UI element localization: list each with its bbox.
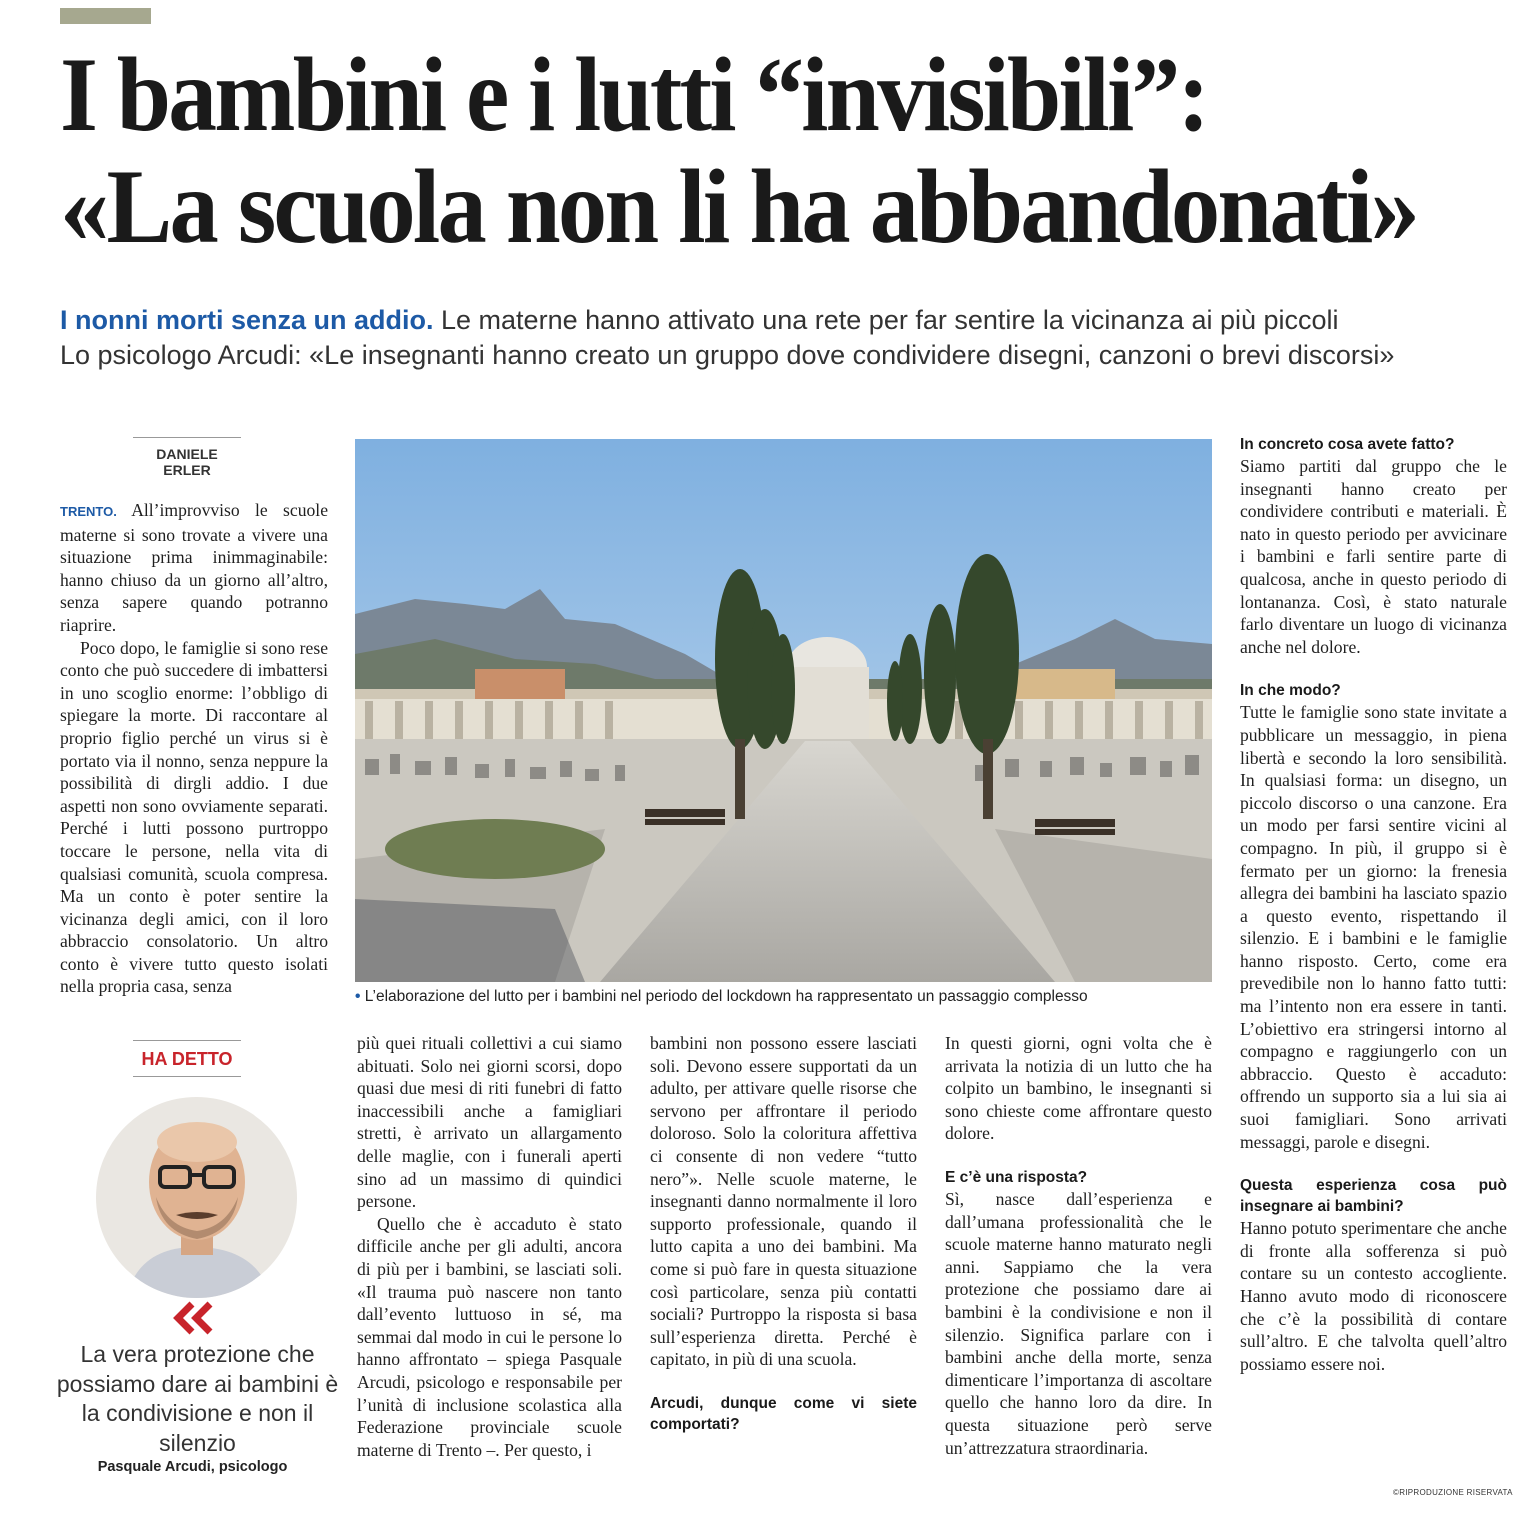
spacer [1240, 1153, 1507, 1175]
interview-question: Arcudi, dunque come vi siete comportati? [650, 1394, 917, 1433]
paragraph: Poco dopo, le famiglie si sono rese conto che può succedere di imbattersi in uno scoglio enorme: l’obbligo di spiegare la morte. Di raccontare al proprio figlio perché un virus si è portato via il nonno, senza neppure la possibilità di dirgli addio. I due aspetti non sono ovviamente separati. Perché i lutti possono purtroppo toccare le persone, nella vita di qualsiasi comunità, scuola compresa. Ma un conto è poter sentire la vicinanza degli amici, con il loro abbraccio consolatorio. Un altro conto è vivere tutto questo isolati nella propria casa, senza [60, 637, 328, 997]
headline-line-1: I bambini e i lutti “invisibili”: [60, 36, 1208, 153]
cemetery-photo-illustration [355, 439, 1212, 982]
article-column-1 [60, 499, 328, 998]
portrait-illustration [96, 1097, 297, 1298]
paragraph [60, 499, 328, 637]
paragraph: Siamo partiti dal gruppo che le insegnanti hanno creato per condividere contributi e materiali. È nato in questo periodo per avvicinare i bambini e farli sentire parte di qualcosa, anche in questo periodo di lontananza. Così, è stato naturale farlo diventare un luogo di vicinanza anche nel dolore. [1240, 456, 1507, 657]
dateline: TRENTO. [60, 504, 117, 519]
spacer [945, 1145, 1212, 1167]
sidebar-label: HA DETTO [141, 1049, 233, 1069]
paragraph: Hanno potuto sperimentare che anche di fronte alla sofferenza si può contare su un contesto accogliente. Hanno avuto modo di riconoscere che c’è la possibilità di contare sull’altro. E che talvolta quell’altro possiamo essere noi. [1240, 1218, 1507, 1374]
spacer [650, 1371, 917, 1393]
cemetery-photo [355, 439, 1212, 982]
spacer [1240, 658, 1507, 680]
deck-line-1-rest: Le materne hanno attivato una rete per far sentire la vicinanza ai più piccoli [433, 305, 1339, 335]
interview-question: In che modo? [1240, 682, 1341, 700]
article-column-3 [650, 1032, 917, 1435]
divider [133, 1076, 241, 1077]
headline-line-2: «La scuola non li ha abbandonati» [60, 148, 1418, 265]
interview-question: Questa esperienza cosa può insegnare ai bambini? [1240, 1177, 1507, 1216]
article-column-5 [1240, 434, 1507, 1375]
paragraph: Sì, nasce dall’esperienza e dall’umana professionalità che le scuole materne hanno maturato negli anni. Sappiamo che la vera protezione che possiamo dare ai bambini è la condivisione e non il silenzio. Significa parlare con i bambini anche della morte, senza dimenticare l’importanza di ascoltare quello che hanno loro da dire. In questa situazione però serve un’attrezzatura straordinaria. [945, 1188, 1212, 1458]
interview-question: E c’è una risposta? [945, 1168, 1088, 1186]
deck-line-2: Lo psicologo Arcudi: «Le insegnanti hanno creato un gruppo dove condividere disegni, canzoni o brevi discorsi» [60, 340, 1395, 370]
paragraph: In questi giorni, ogni volta che è arrivata la notizia di un lutto che ha colpito un bambino, le insegnanti si sono chieste come affrontare questo dolore. [945, 1033, 1212, 1144]
interview-question: In concreto cosa avete fatto? [1240, 436, 1455, 453]
section-tag-bar [60, 8, 151, 24]
photo-caption [355, 988, 1225, 1006]
paragraph: Quello che è accaduto è stato difficile anche per gli adulti, ancora di più per i bambini, se lasciati soli. «Il trauma può nascere non tanto dall’evento luttuoso in sé, ma semmai dal modo in cui le persone lo hanno affrontato – spiega Pasquale Arcudi, psicologo e responsabile per l’unità di inclusione scolastica alla Federazione provinciale scuole materne di Trento –. Per questo, i [357, 1213, 622, 1460]
byline: DANIELE ERLER [133, 437, 241, 478]
paragraph: Tutte le famiglie sono state invitate a pubblicare un messaggio, in piena libertà e secondo la loro sensibilità. In qualsiasi forma: un disegno, un piccolo discorso o una canzone. Era un modo per farsi sentire vicini al compagno. In più, il gruppo si è fermato per un giorno: la frenesia allegra dei bambini ha lasciato spazio a questo evento, rispettando il silenzio. E i bambini e le famiglie hanno risposto. Certo, come era prevedibile non lo hanno fatto tutti: ma l’intento non era essere in tanti. L’obiettivo era stringersi intorno al compagno e raggiungerlo con un abbraccio. Questo è accaduto: offrendo un supporto sia a lui sia ai suoi famigliari. Sono arrivati messaggi, parole e disegni. [1240, 702, 1507, 1152]
deck-lead: I nonni morti senza un addio. [60, 305, 434, 335]
caption-text: L’elaborazione del lutto per i bambini nel periodo del lockdown ha rappresentato un passaggio complesso [364, 988, 1088, 1005]
paragraph: più quei rituali collettivi a cui siamo abituati. Solo nei giorni scorsi, dopo quasi due mesi di riti funebri di fatto inaccessibili anche a famigliari stretti, è arrivato un allargamento delle maglie, con i funerali aperti sino ad un massimo di quindici persone. [357, 1033, 622, 1212]
caption-bullet-icon: • [355, 988, 365, 1005]
left-double-chevron-quote-icon [170, 1298, 220, 1338]
pull-quote-author: Pasquale Arcudi, psicologo [97, 1459, 288, 1475]
paragraph: bambini non possono essere lasciati soli. Devono essere supportati da un adulto, per attivare quelle risorse che servono per affrontare il periodo doloroso. Solo la coloritura affettiva ci consente di non vedere “tutto nero”». Nelle scuole materne, le insegnanti danno normalmente il loro supporto professionale, quando il lutto capita a uno dei bambini. Ma come si può fare in questa situazione così particolare, senza più contatti sociali? Purtroppo la risposta si basa sull’esperienza diretta. Perché è capitato, in più di una scuola. [650, 1033, 917, 1370]
quote-chevrons [170, 1298, 220, 1338]
article-column-4 [945, 1032, 1212, 1459]
deck-line-1 [60, 303, 1339, 338]
copyright-notice: ©RIPRODUZIONE RISERVATA [1393, 1488, 1513, 1497]
paragraph-text: All’improvviso le scuole materne si sono trovate a vivere una situazione prima inimmaginabile: hanno chiuso da un giorno all’altro, senza sapere quando potranno riaprire. [60, 500, 329, 635]
pull-quote: La vera protezione che possiamo dare ai bambini è la condivisione e non il silenzio [56, 1341, 339, 1456]
article-column-2 [357, 1032, 622, 1461]
avatar [96, 1097, 297, 1298]
divider [133, 1040, 241, 1041]
